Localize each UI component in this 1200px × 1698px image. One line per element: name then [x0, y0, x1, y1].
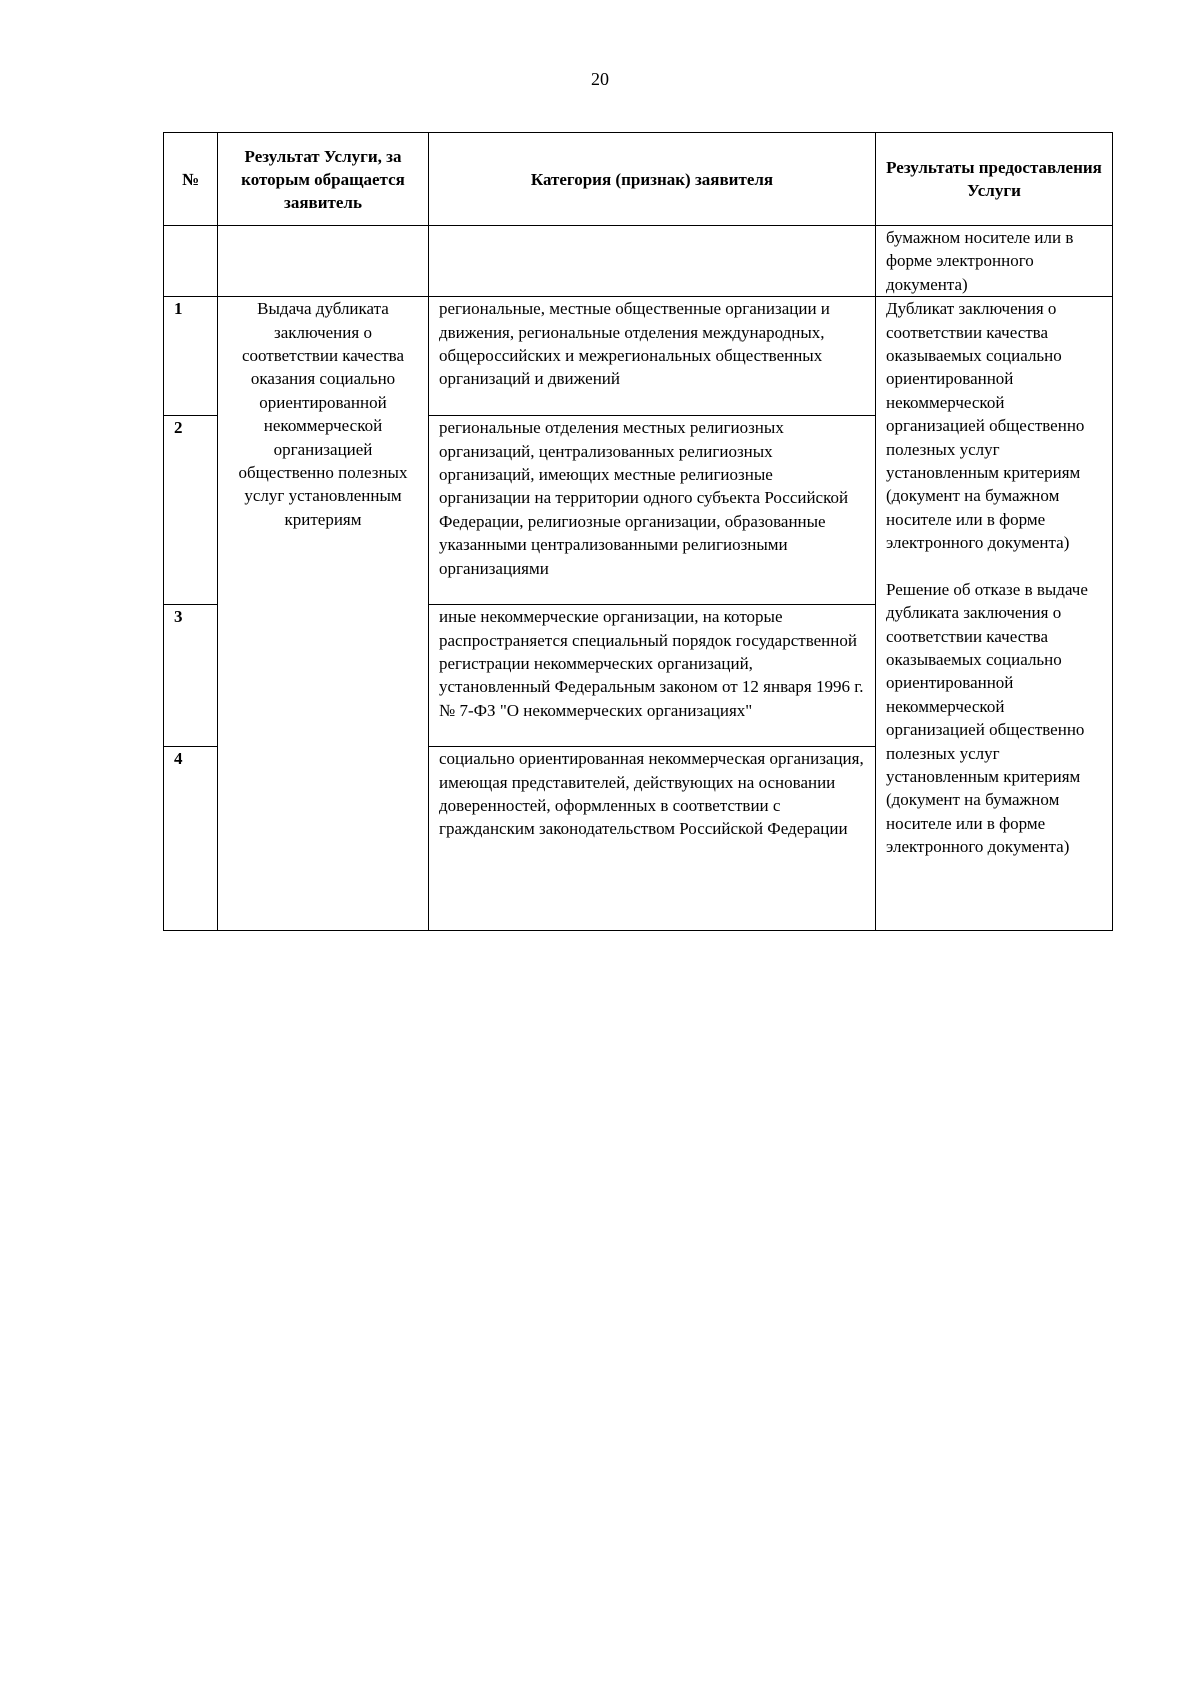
category-text: социально ориентированная некоммерческая организация, имеющая представителей, действующих на основании доверенностей, оформленных в соответствии с гражданским законодательством Российской Федерации: [439, 749, 864, 839]
category-text: иные некоммерческие организации, на которые распространяется специальный порядок государственной регистрации некоммерческих организаций, установленный Федеральным законом от 12 января 1996 г. № 7-ФЗ "О некоммерческих организациях": [439, 607, 864, 720]
continuation-row: [164, 226, 1113, 297]
continuation-num-cell: [164, 226, 218, 297]
category-cell: [429, 605, 876, 747]
category-cell: [429, 416, 876, 605]
table-header-row: [164, 133, 1113, 226]
service-result-cell: [218, 297, 429, 931]
outcomes-cell: [876, 297, 1113, 931]
header-outcomes: Результаты предоставления Услуги: [876, 133, 1113, 226]
header-service-result: Результат Услуги, за которым обращается заявитель: [218, 133, 429, 226]
category-cell: [429, 747, 876, 931]
row-number: 3: [164, 605, 218, 747]
continuation-service-cell: [218, 226, 429, 297]
outcome-refusal-text: Решение об отказе в выдаче дубликата заключения о соответствии качества оказываемых социально ориентированной некоммерческой организацией общественно полезных услуг установленным критериям (документ на бумажном носителе или в форме электронного документа): [886, 579, 1088, 857]
outcome-spacer: [886, 555, 1102, 578]
category-text: региональные, местные общественные организации и движения, региональные отделения международных, общероссийских и межрегиональных общественных организаций и движений: [439, 299, 830, 389]
service-result-text: Выдача дубликата заключения о соответствии качества оказания социально ориентированной некоммерческой организацией общественно полезных услуг установленным критериям: [238, 299, 408, 529]
category-cell: [429, 297, 876, 416]
category-text: региональные отделения местных религиозных организаций, централизованных религиозных организаций, имеющих местные религиозные организации на территории одного субъекта Российской Федерации, религиозные организации, образованные указанными централизованными религиозными организациями: [439, 418, 849, 578]
header-num: №: [164, 133, 218, 226]
continuation-category-cell: [429, 226, 876, 297]
outcome-duplicate-text: Дубликат заключения о соответствии качества оказываемых социально ориентированной некоммерческой организацией общественно полезных услуг установленным критериям (документ на бумажном носителе или в форме электронного документа): [886, 299, 1085, 553]
header-category: Категория (признак) заявителя: [429, 133, 876, 226]
continuation-outcome-cell: [876, 226, 1113, 297]
row-number: 4: [164, 747, 218, 931]
row-number: 2: [164, 416, 218, 605]
row-number: 1: [164, 297, 218, 416]
continuation-outcome-text: бумажном носителе или в форме электронного документа): [886, 228, 1074, 294]
services-table: [163, 132, 1113, 931]
table-row: [164, 297, 1113, 416]
page-number: 20: [591, 69, 609, 89]
